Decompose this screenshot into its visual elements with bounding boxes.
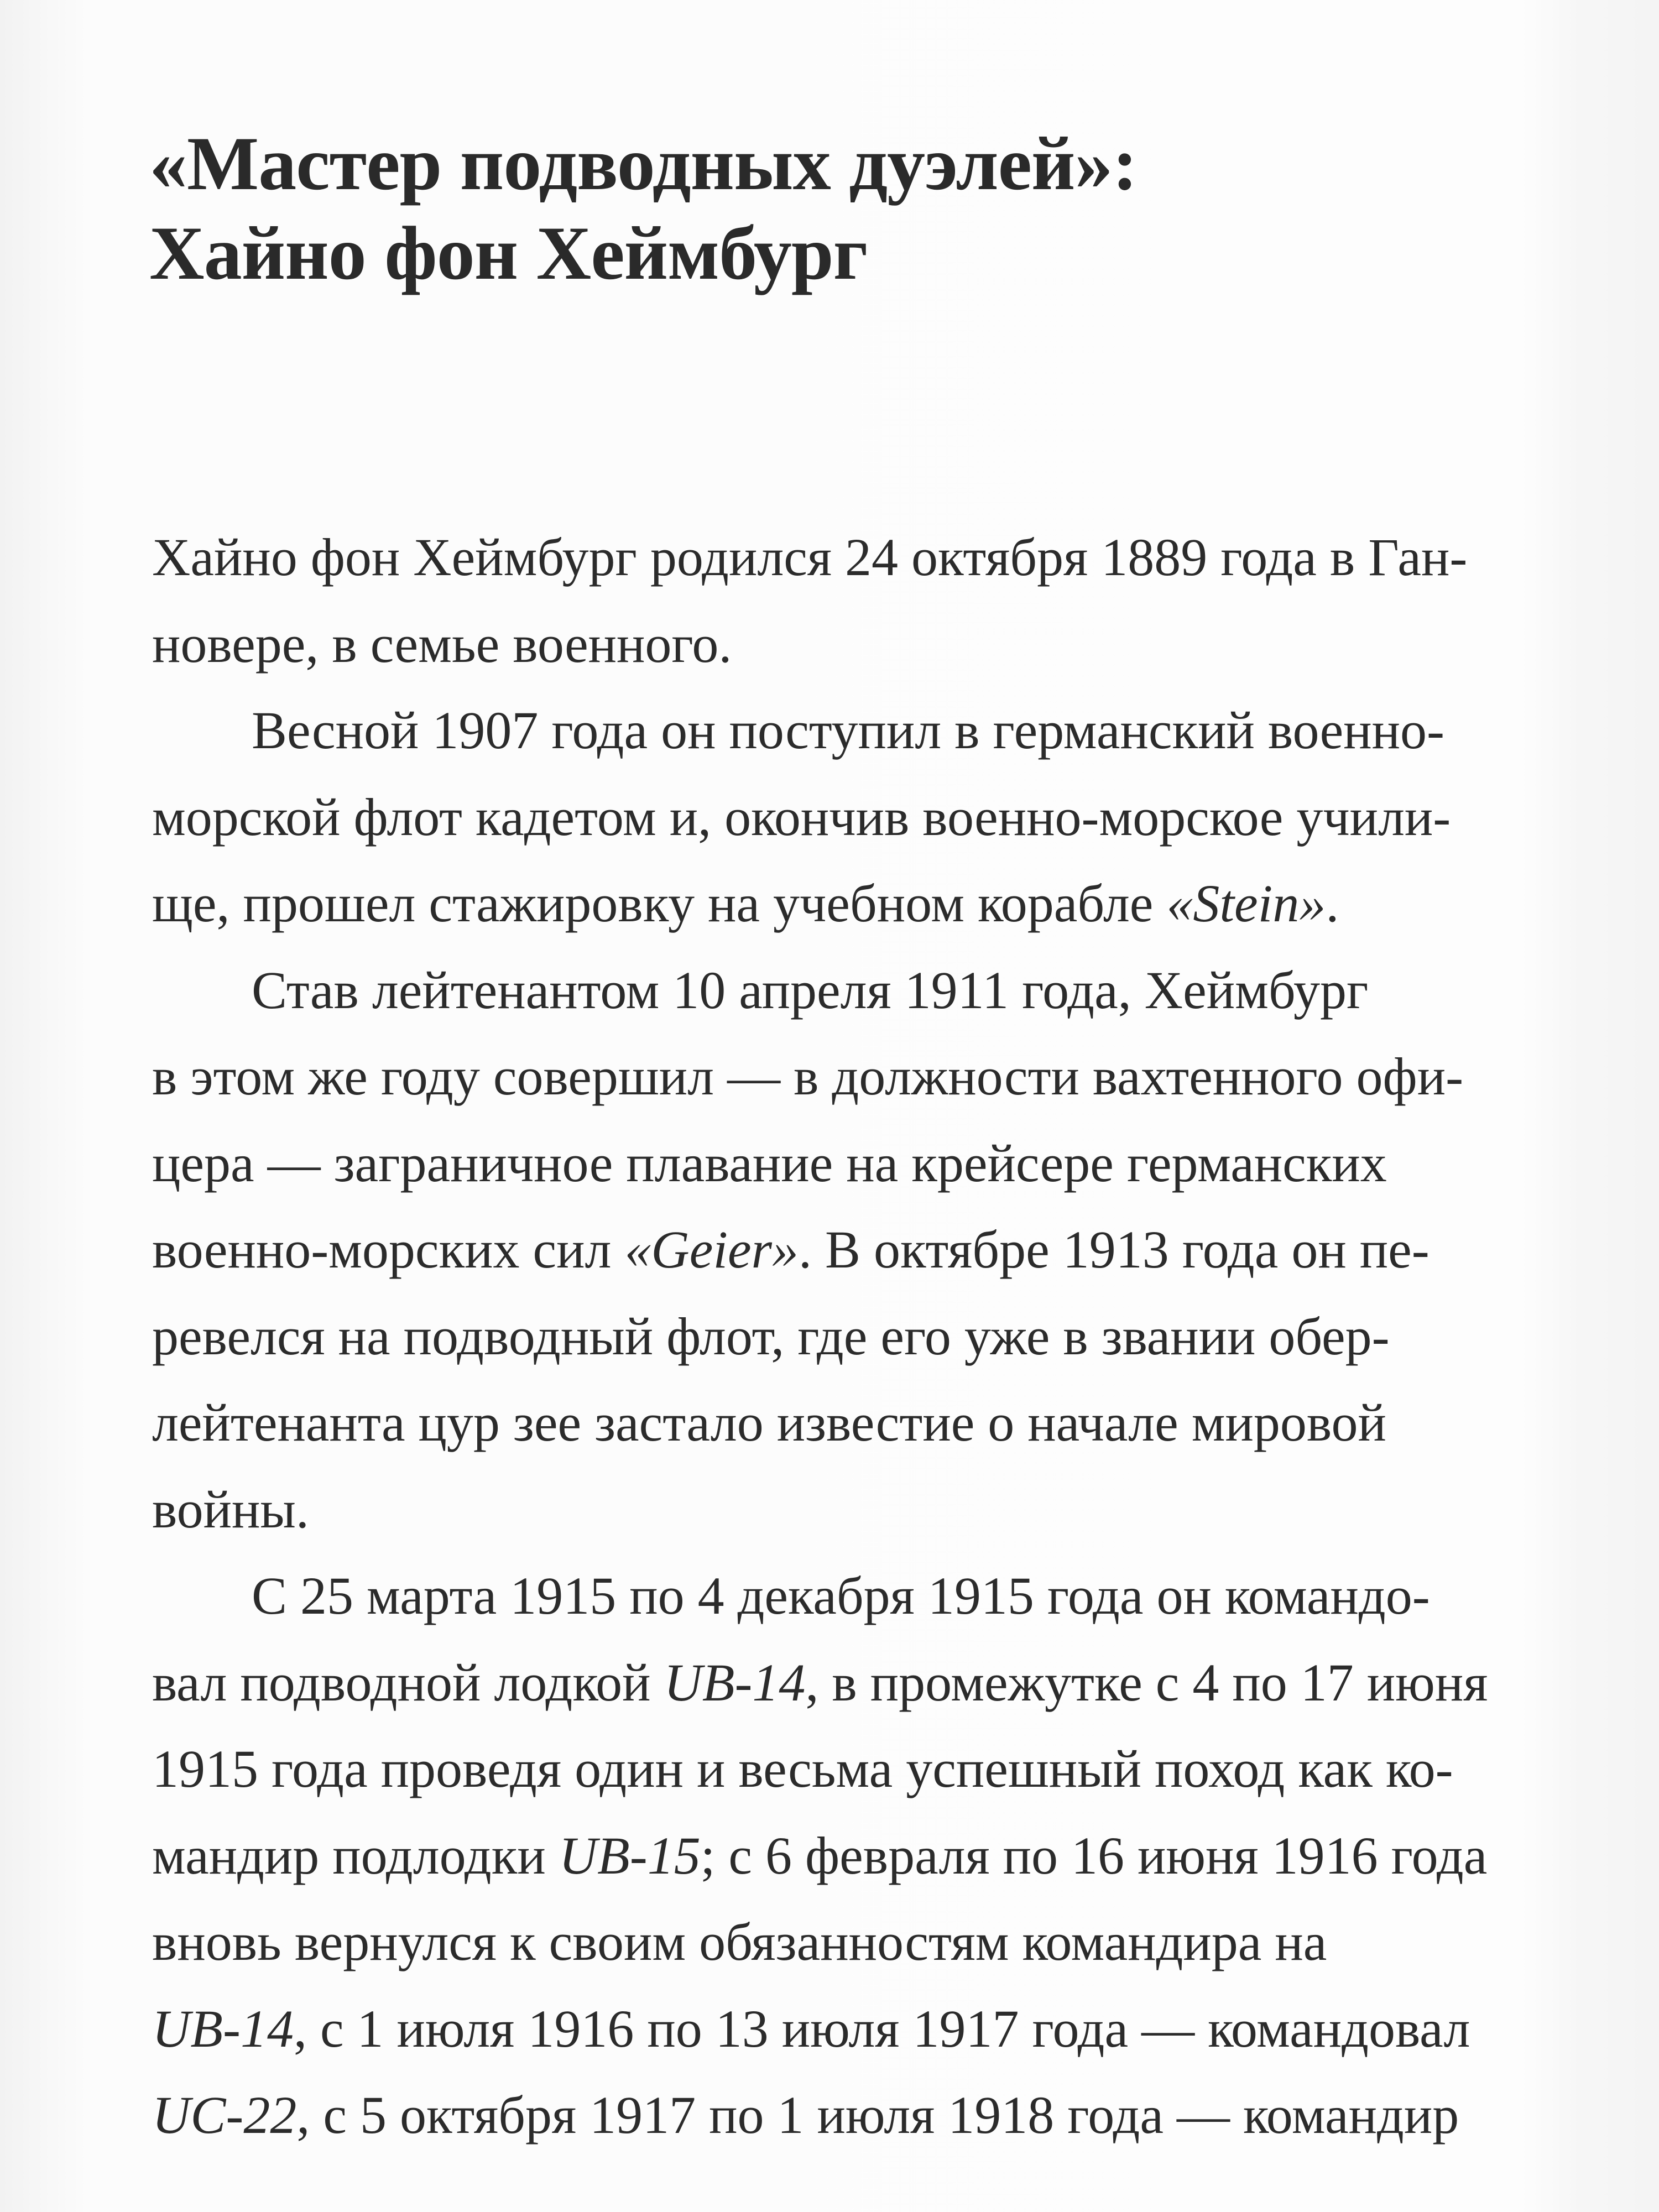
body-text bbox=[152, 514, 1526, 2159]
text-line: цера — заграничное плавание на крейсере германских bbox=[152, 1133, 1387, 1193]
text-line: UC-22, с 5 октября 1917 по 1 июля 1918 года — командир bbox=[152, 2085, 1459, 2145]
paragraph-2 bbox=[152, 687, 1526, 947]
text-line: морской флот кадетом и, окончив военно-морское учили- bbox=[152, 787, 1451, 847]
text-line: вал подводной лодкой UB-14, в промежутке с 4 по 17 июня bbox=[152, 1652, 1488, 1712]
text-line: Весной 1907 года он поступил в германский военно- bbox=[252, 701, 1444, 760]
text-line: военно-морских сил «Geier». В октябре 1913 года он пе- bbox=[152, 1220, 1430, 1279]
paragraph-4 bbox=[152, 1553, 1526, 2159]
text-line: мандир подлодки UB-15; с 6 февраля по 16 июня 1916 года bbox=[152, 1825, 1488, 1885]
text-line: лейтенанта цур зее застало известие о начале мировой bbox=[152, 1393, 1386, 1452]
chapter-title bbox=[149, 119, 1587, 298]
text-line: UB-14, с 1 июля 1916 по 13 июля 1917 года — командовал bbox=[152, 1999, 1470, 2058]
paragraph-3 bbox=[152, 947, 1526, 1553]
text-line: С 25 марта 1915 по 4 декабря 1915 года он командо- bbox=[252, 1566, 1430, 1625]
text-line: войны. bbox=[152, 1479, 309, 1539]
text-line: Хайно фон Хеймбург родился 24 октября 1889 года в Ган- bbox=[152, 528, 1468, 587]
chapter-title-line-2: Хайно фон Хеймбург bbox=[149, 211, 868, 295]
chapter-title-line-1: «Мастер подводных дуэлей»: bbox=[149, 121, 1138, 206]
text-line: новере, в семье военного. bbox=[152, 614, 732, 674]
text-line: ще, прошел стажировку на учебном корабле «Stein». bbox=[152, 874, 1339, 933]
text-line: в этом же году совершил — в должности вахтенного офи- bbox=[152, 1047, 1464, 1106]
text-line: вновь вернулся к своим обязанностям командира на bbox=[152, 1912, 1327, 1971]
paragraph-1 bbox=[152, 514, 1526, 687]
text-line: Став лейтенантом 10 апреля 1911 года, Хеймбург bbox=[252, 960, 1369, 1020]
text-line: 1915 года проведя один и весьма успешный поход как ко- bbox=[152, 1739, 1453, 1798]
text-line: ревелся на подводный флот, где его уже в звании обер- bbox=[152, 1306, 1390, 1366]
